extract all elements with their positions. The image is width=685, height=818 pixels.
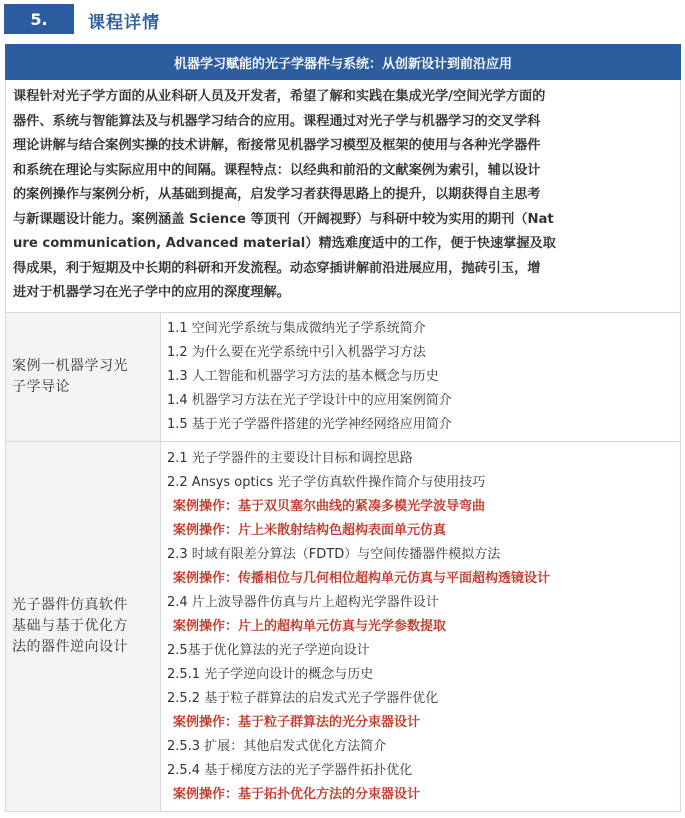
case-operation-item: 案例操作：基于双贝塞尔曲线的紧凑多模光学波导弯曲 <box>173 498 486 514</box>
course-title: 机器学习赋能的光子学器件与系统：从创新设计到前沿应用 <box>6 45 681 80</box>
module-row-2 <box>6 441 681 811</box>
module-items <box>161 312 681 441</box>
case-operation-item: 案例操作：传播相位与几何相位超构单元仿真与平面超构透镜设计 <box>173 570 551 586</box>
case-operation-item: 案例操作：片上米散射结构色超构表面单元仿真 <box>173 522 447 538</box>
module-item: 2.1 光子学器件的主要设计目标和调控思路 <box>167 450 413 466</box>
section-title: 课程详情 <box>88 13 160 33</box>
section-header <box>0 0 685 40</box>
intro-line: 理论讲解与结合案例实操的技术讲解，衔接常见机器学习模型及框架的使用与各种光学器件 <box>13 138 541 153</box>
case-operation-item: 案例操作：片上的超构单元仿真与光学参数提取 <box>173 618 447 634</box>
module-name-line: 子学导论 <box>12 378 70 395</box>
module-name-line: 法的器件逆向设计 <box>12 638 128 655</box>
module-item: 1.3 人工智能和机器学习方法的基本概念与历史 <box>167 368 439 384</box>
intro-line: 和系统在理论与实际应用中的间隔。课程特点：以经典和前沿的文献案例为索引，辅以设计 <box>13 162 541 178</box>
module-item: 2.2 Ansys optics 光子学仿真软件操作简介与使用技巧 <box>167 474 486 490</box>
module-item: 2.5.1 光子学逆向设计的概念与历史 <box>167 666 374 682</box>
module-name-line: 基础与基于优化方 <box>12 617 128 634</box>
module-item: 1.5 基于光子学器件搭建的光学神经网络应用简介 <box>167 416 452 432</box>
intro-line: 课程针对光子学方面的从业科研人员及开发者，希望了解和实践在集成光学/空间光学方面的 <box>13 89 546 104</box>
intro-line: 得成果，利于短期及中长期的科研和开发流程。动态穿插讲解前沿进展应用，抛砖引玉，增 <box>13 260 541 276</box>
module-item: 1.1 空间光学系统与集成微纳光子学系统简介 <box>167 320 426 336</box>
module-item: 2.4 片上波导器件仿真与片上超构光学器件设计 <box>167 594 439 610</box>
intro-line: 进对于机器学习在光子学中的应用的深度理解。 <box>13 285 290 300</box>
module-item: 1.2 为什么要在光学系统中引入机器学习方法 <box>167 344 426 360</box>
module-name-line: 案例一机器学习光 <box>12 357 128 374</box>
intro-line: 与新课题设计能力。案例涵盖 Science 等顶刊（开阔视野）与科研中较为实用的期刊（Nat <box>13 211 554 227</box>
module-item: 2.5基于优化算法的光子学逆向设计 <box>167 642 370 658</box>
module-item: 2.3 时域有限差分算法（FDTD）与空间传播器件模拟方法 <box>167 546 501 562</box>
module-item: 2.5.3 扩展：其他启发式优化方法简介 <box>167 738 387 754</box>
intro-line: 器件、系统与智能算法及与机器学习结合的应用。课程通过对光子学与机器学习的交叉学科 <box>13 113 541 129</box>
case-operation-item: 案例操作：基于拓扑优化方法的分束器设计 <box>173 786 421 802</box>
module-name <box>6 441 161 811</box>
module-name-line: 光子器件仿真软件 <box>12 596 128 613</box>
module-item: 2.5.4 基于梯度方法的光子学器件拓扑优化 <box>167 762 413 778</box>
module-row-1 <box>6 312 681 441</box>
case-operation-item: 案例操作：基于粒子群算法的光分束器设计 <box>173 714 421 730</box>
section-number-badge: 5. <box>4 4 74 34</box>
course-table <box>5 44 681 812</box>
course-intro <box>6 80 681 313</box>
module-name <box>6 312 161 441</box>
module-item: 1.4 机器学习方法在光子学设计中的应用案例简介 <box>167 392 452 408</box>
intro-line: 的案例操作与案例分析，从基础到提高，启发学习者获得思路上的提升，以期获得自主思考 <box>13 187 541 202</box>
intro-line: ure communication, Advanced material）精选难度适中的工作，便于快速掌握及取 <box>13 236 556 251</box>
module-item: 2.5.2 基于粒子群算法的启发式光子学器件优化 <box>167 690 439 706</box>
module-items <box>161 441 681 811</box>
